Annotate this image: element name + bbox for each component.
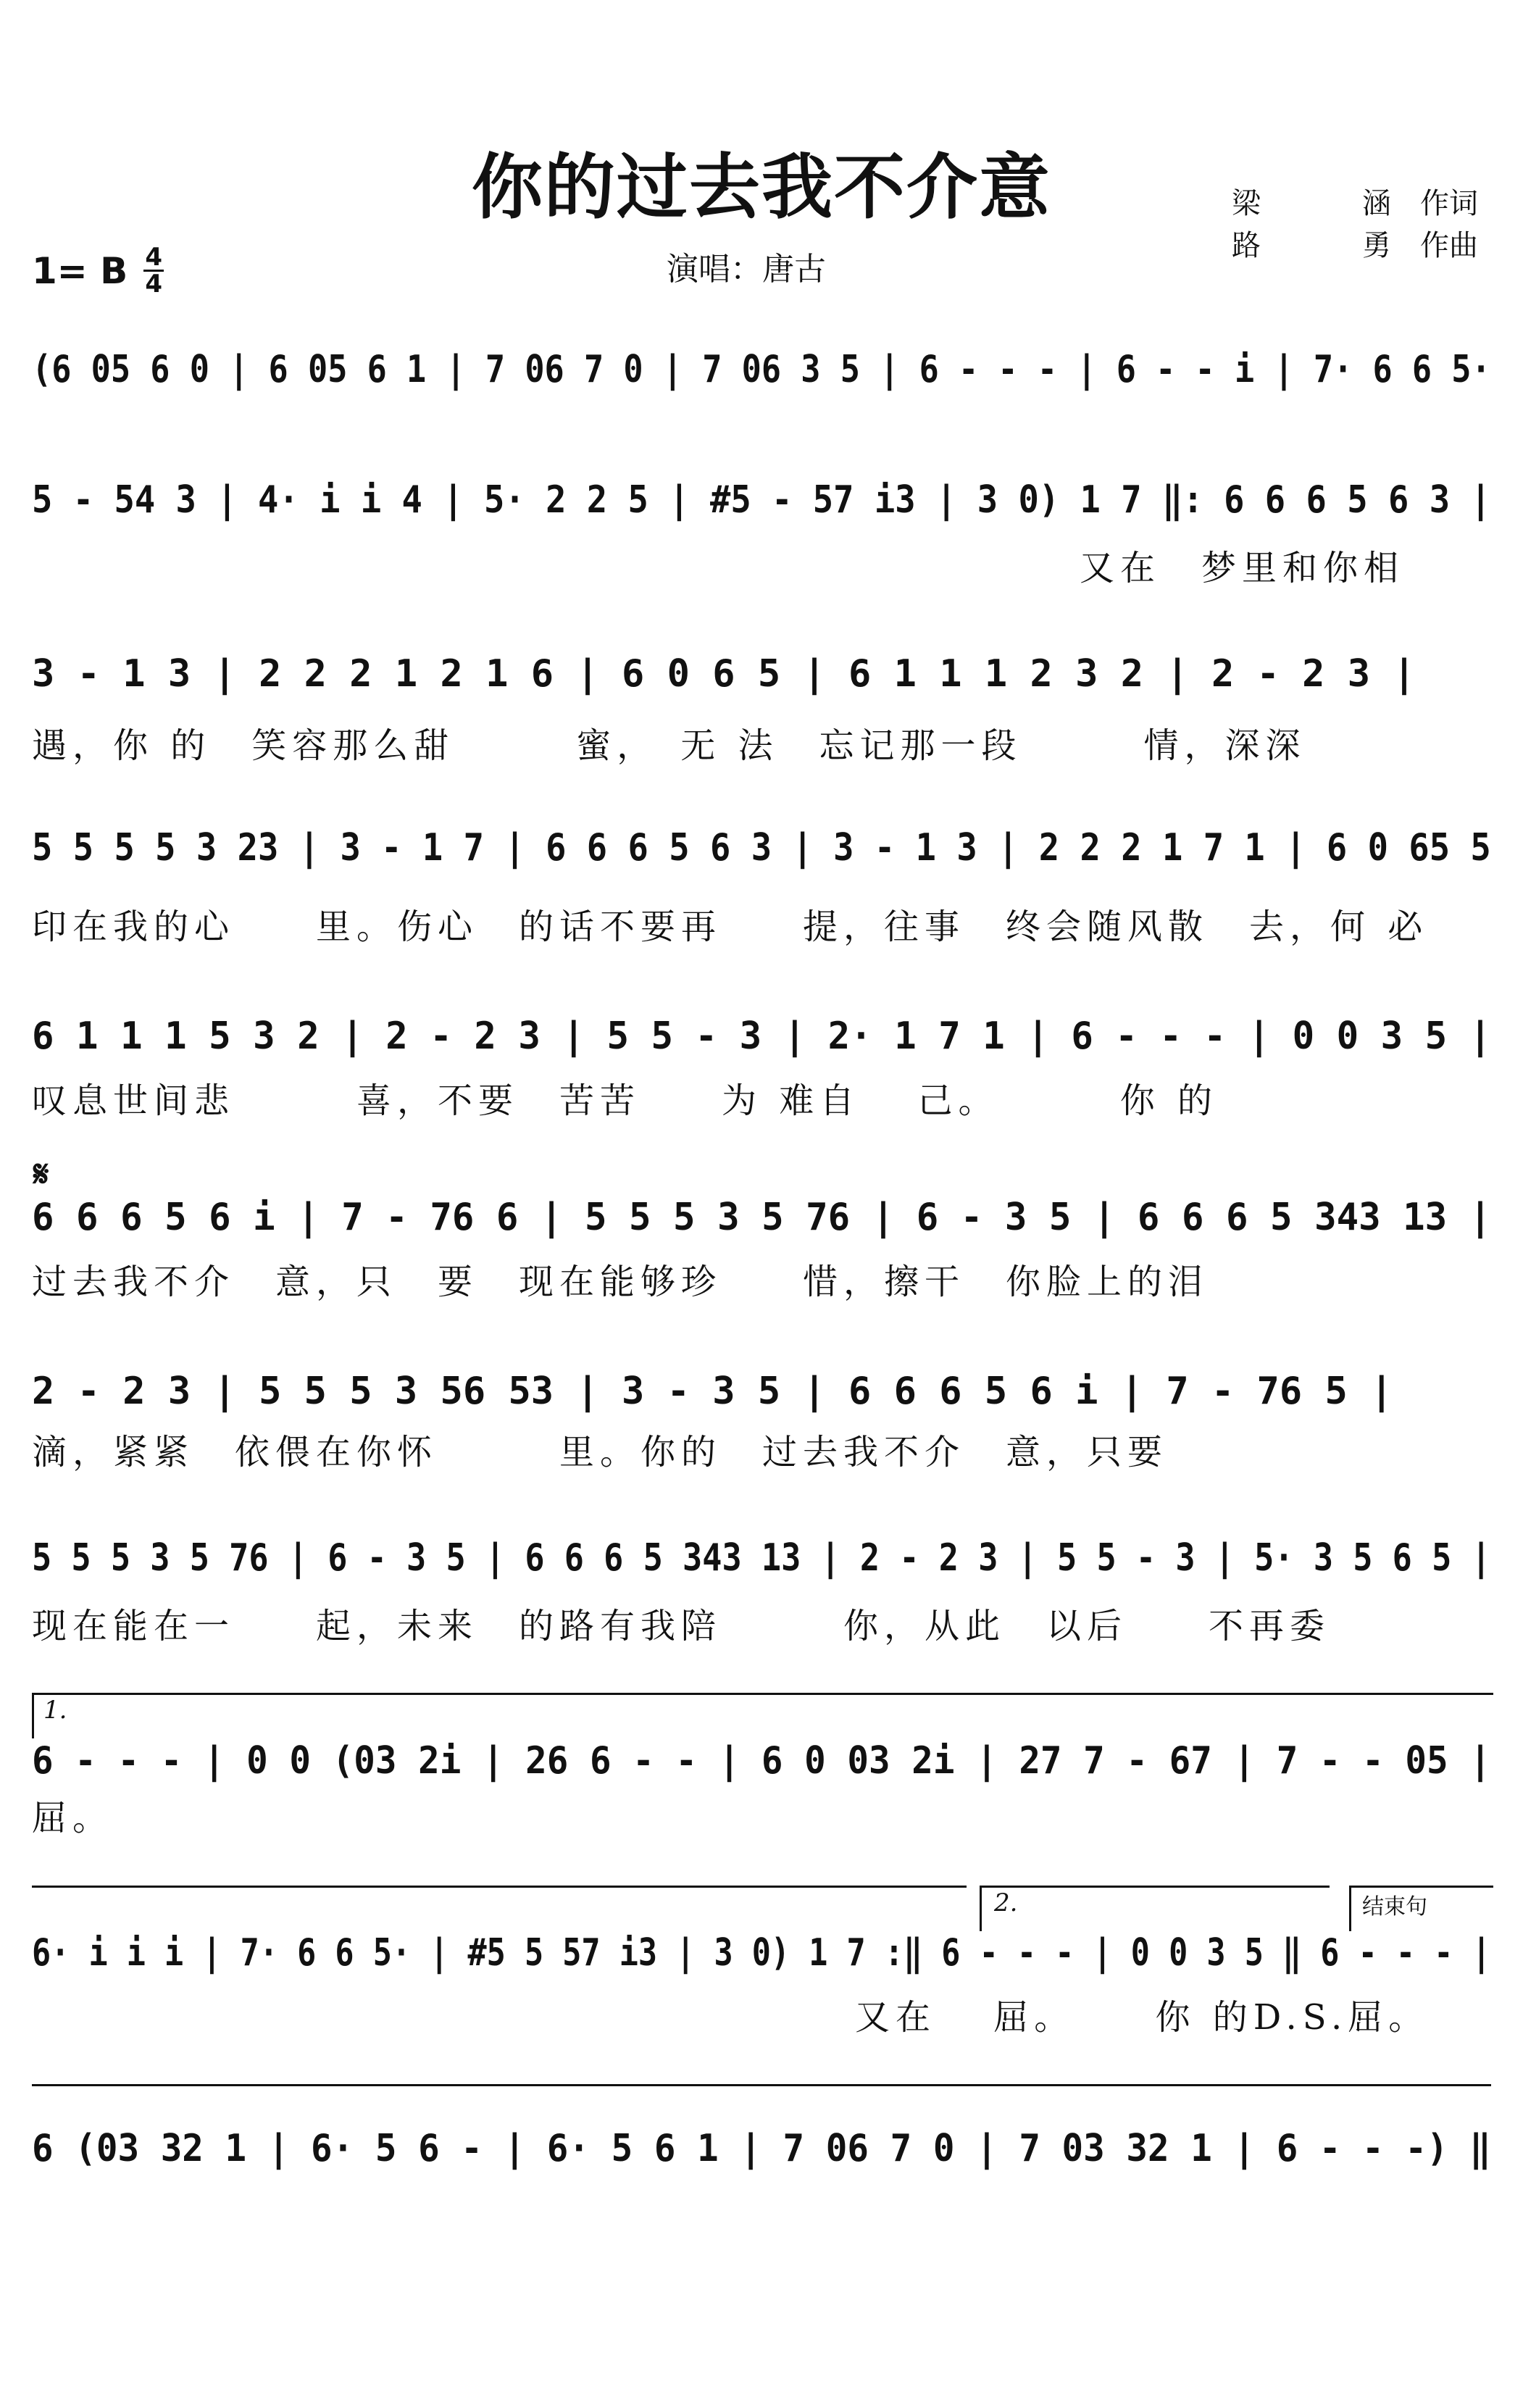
staff-line-3 <box>32 638 1491 710</box>
staff-line-11 <box>32 2112 1491 2185</box>
singer-credit: 演唱：唐古 <box>667 251 826 288</box>
staff-line-10 <box>32 1917 1491 1989</box>
notation-line-3: 3 - 1 3 | 2 2 2 1 2 1 6 | 6 0 6 5 | 6 1 1 1 2 3 2 | 2 - 2 3 | <box>32 652 1416 696</box>
lyricist-role: 作词 <box>1420 187 1478 220</box>
staff-line-4 <box>32 812 1491 884</box>
staff-line-5 <box>32 1000 1491 1072</box>
lyrics-line-6: 过去我不介 意，只 要 现在能够珍 惜，擦干 你脸上的泪 <box>32 1262 1209 1302</box>
staff-line-2 <box>32 464 1491 536</box>
notation-line-1: (6 05 6 0 | 6 05 6 1 | 7 06 7 0 | 7 06 3 5 | 6 - - - | 6 - - i | 7· 6 6 5· <box>32 348 1491 391</box>
staff-line-8 <box>32 1522 1491 1594</box>
staff-line-6 <box>32 1181 1491 1254</box>
key-signature <box>32 243 164 299</box>
coda-ending-label: 结束句 <box>1362 1894 1427 1920</box>
lyricist-surname: 梁 <box>1232 187 1261 220</box>
lyrics-line-8: 现在能在一 起，未来 的路有我陪 你，从此 以后 不再委 <box>32 1606 1331 1646</box>
notation-line-7: 2 - 2 3 | 5 5 5 3 56 53 | 3 - 3 5 | 6 6 6 5 6 i | 7 - 76 5 | <box>32 1370 1393 1413</box>
credits <box>1232 183 1478 267</box>
notation-line-5: 6 1 1 1 5 3 2 | 2 - 2 3 | 5 5 - 3 | 2· 1 7 1 | 6 - - - | 0 0 3 5 | <box>32 1015 1492 1058</box>
time-signature-bottom: 4 <box>145 270 163 299</box>
second-ending-label: 2. <box>994 1888 1018 1917</box>
lyrics-line-5: 叹息世间悲 喜，不要 苦苦 为 难自 己。 你 的 <box>32 1080 1219 1121</box>
lyrics-line-9: 屈。 <box>32 1798 114 1838</box>
staff-line-7 <box>32 1355 1491 1428</box>
first-ending-label: 1. <box>43 1696 67 1725</box>
notation-line-9: 6 - - - | 0 0 (03 2i | 26 6 - - | 6 0 03 2i | 27 7 - 67 | 7 - - 05 | <box>32 1739 1491 1783</box>
notation-line-8: 5 5 5 3 5 76 | 6 - 3 5 | 6 6 6 5 343 13 | 2 - 2 3 | 5 5 - 3 | 5· 3 5 6 5 | <box>32 1536 1491 1580</box>
composer-credit <box>1232 225 1478 267</box>
notation-line-10: 6· i i i | 7· 6 6 5· | #5 5 57 i3 | 3 0) 1 7 :‖ 6 - - - | 0 0 3 5 ‖ 6 - - - | <box>32 1931 1491 1975</box>
time-signature-top: 4 <box>145 243 163 272</box>
composer-surname: 路 <box>1232 229 1261 262</box>
notation-line-4: 5 5 5 5 3 23 | 3 - 1 7 | 6 6 6 5 6 3 | 3 - 1 3 | 2 2 2 1 7 1 | 6 0 65 5 <box>32 826 1491 870</box>
notation-line-6: 6 6 6 5 6 i | 7 - 76 6 | 5 5 5 3 5 76 | 6 - 3 5 | 6 6 6 5 343 13 | <box>32 1196 1492 1239</box>
time-signature <box>143 243 164 299</box>
lyrics-line-2: 又在 梦里和你相 <box>1080 548 1405 588</box>
composer-role: 作曲 <box>1420 229 1478 262</box>
coda-overline <box>32 2084 1491 2086</box>
lyrics-line-4: 印在我的心 里。伤心 的话不要再 提，往事 终会随风散 去，何 必 <box>32 907 1429 947</box>
lyrics-line-7: 滴，紧紧 依偎在你怀 里。你的 过去我不介 意，只要 <box>32 1432 1169 1472</box>
staff-line-9 <box>32 1725 1491 1797</box>
lyricist-given-name: 涵 <box>1362 187 1391 220</box>
notation-line-2: 5 - 54 3 | 4· i i 4 | 5· 2 2 5 | #5 - 57 i3 | 3 0) 1 7 ‖: 6 6 6 5 6 3 | <box>32 478 1491 522</box>
song-title: 你的过去我不介意 <box>471 146 1051 229</box>
lyrics-line-10: 又在 屈。 你 的D.S.屈。 <box>855 1997 1430 2038</box>
lyricist-credit <box>1232 183 1478 225</box>
repeat-overline <box>32 1886 967 1888</box>
lyrics-line-3: 遇，你 的 笑容那么甜 蜜， 无 法 忘记那一段 情，深深 <box>32 725 1306 766</box>
staff-line-1 <box>32 333 1491 406</box>
notation-line-11: 6 (03 32 1 | 6· 5 6 - | 6· 5 6 1 | 7 06 7 0 | 7 03 32 1 | 6 - - -) ‖ <box>32 2127 1491 2170</box>
composer-given-name: 勇 <box>1362 229 1391 262</box>
segno-sign: 𝄋 <box>33 1152 49 1195</box>
key-label: 1= B <box>32 249 128 292</box>
